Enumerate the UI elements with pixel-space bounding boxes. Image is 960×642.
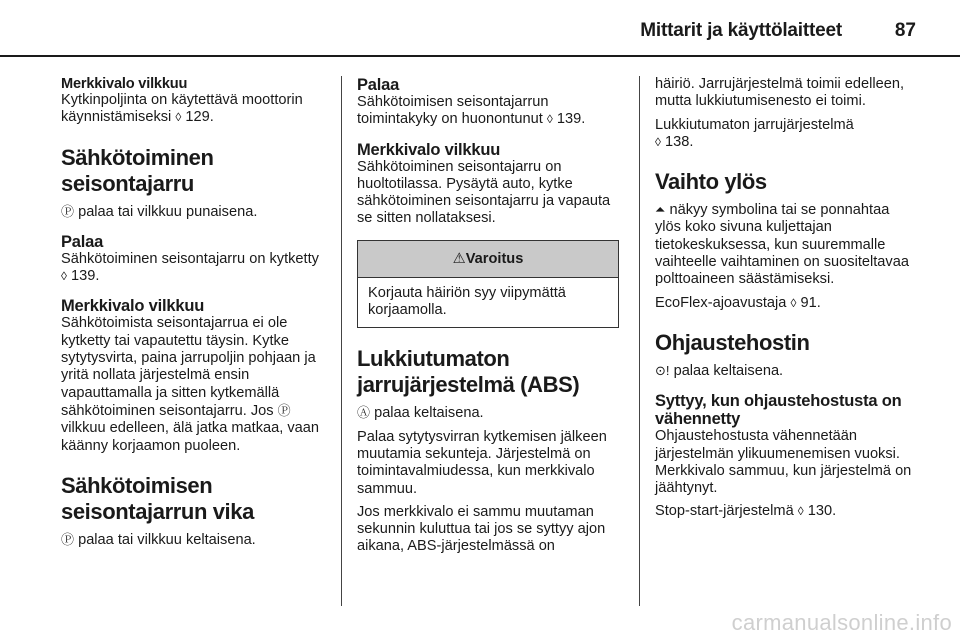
section-heading: Palaa xyxy=(61,232,104,251)
page-header xyxy=(0,0,960,60)
parking-brake-icon: Ⓟ xyxy=(61,203,75,219)
paragraph: Lukkiutumaton jarrujärjestelmä ◊ 138. xyxy=(655,116,854,150)
page-reference[interactable]: 91. xyxy=(800,294,821,311)
paragraph: Kytkinpoljinta on käytettävä moottorin käynnistämiseksi ◊ 129. xyxy=(61,92,303,126)
paragraph: EcoFlex-ajoavustaja ◊ 91. xyxy=(655,294,821,311)
warning-text: Korjauta häiriön syy viipymättä korjaamolla. xyxy=(368,284,566,319)
column-divider-2 xyxy=(639,76,640,606)
reference-arrow-icon: ◊ xyxy=(797,504,804,519)
paragraph: Ⓟ palaa tai vilkkuu punaisena. xyxy=(61,203,258,220)
reference-arrow-icon: ◊ xyxy=(790,295,797,310)
page-reference[interactable]: 139. xyxy=(71,268,100,285)
paragraph: Stop-start-järjestelmä ◊ 130. xyxy=(655,503,837,520)
abs-icon: Ⓐ xyxy=(357,405,371,421)
column-1 xyxy=(61,76,323,549)
paragraph: Jos merkkivalo ei sammu muutaman sekunnin kuluttua tai jos se syttyy ajon aikana, ABS-järjestelmässä on xyxy=(357,503,606,555)
paragraph: Sähkötoiminen seisontajarru on huoltotilassa. Pysäytä auto, kytke sähkötoiminen seisontajarru ja vapauta se sitten nollataksesi. xyxy=(357,158,611,227)
reference-arrow-icon: ◊ xyxy=(655,134,661,149)
column-2 xyxy=(357,76,619,556)
paragraph: Sähkötoimista seisontajarrua ei ole kytketty tai vapautettu täysin. Kytke sytytysvirta, paina jarrupoljin pohjaan ja yritä nollata järjestelmä ensin vapauttamalla ja sitten kytkemällä sähkötoiminen seisontajarru. Jos Ⓟ vilkkuu edelleen, älä jatka matkaa, vaan käänny korjaamon puoleen. xyxy=(61,315,319,454)
page-title: Mittarit ja käyttölaitteet xyxy=(640,20,842,41)
warning-header xyxy=(358,241,618,278)
chapter-heading: Ohjaustehostin xyxy=(655,329,810,355)
paragraph: ⏶ näkyy symbolina tai se ponnahtaa ylös koko sivuna kuljettajan tietokeskuksessa, kun suuremmalle vaihteelle vaihtaminen on suositeltavaa polttoaineen säästämiseksi. xyxy=(655,202,909,288)
warning-title: Varoitus xyxy=(465,250,524,267)
power-steering-icon: ⊙! xyxy=(655,362,670,378)
section-heading: Merkkivalo vilkkuu xyxy=(61,76,188,92)
page-reference[interactable]: 139. xyxy=(556,111,586,128)
column-divider-1 xyxy=(341,76,342,606)
section-heading: Syttyy, kun ohjaustehostusta on vähennetty xyxy=(655,392,902,429)
upshift-icon: ⏶ xyxy=(655,202,666,218)
parking-brake-icon: Ⓟ xyxy=(277,402,291,418)
paragraph: Sähkötoimisen seisontajarrun toimintakyky on huonontunut ◊ 139. xyxy=(357,94,586,128)
page-reference[interactable]: 138. xyxy=(665,133,694,150)
page-reference[interactable]: 129. xyxy=(185,109,214,126)
warning-triangle-icon: ⚠ xyxy=(452,250,466,267)
page-reference[interactable]: 130. xyxy=(807,503,837,520)
warning-box xyxy=(357,240,619,329)
section-heading: Merkkivalo vilkkuu xyxy=(357,140,501,159)
reference-arrow-icon: ◊ xyxy=(546,112,553,127)
paragraph: Sähkötoiminen seisontajarru on kytketty ◊ 139. xyxy=(61,250,319,285)
watermark: carmanualsonline.info xyxy=(731,610,952,635)
section-heading: Palaa xyxy=(357,76,400,94)
paragraph: Ohjaustehostusta vähennetään järjestelmän ylikuumenemisen vuoksi. Merkkivalo sammuu, kun järjestelmä on jäähtynyt. xyxy=(655,428,912,497)
paragraph: Ⓟ palaa tai vilkkuu keltaisena. xyxy=(61,531,256,548)
paragraph: Ⓐ palaa keltaisena. xyxy=(357,405,484,422)
page-number: 87 xyxy=(894,20,916,41)
column-3 xyxy=(655,76,917,521)
paragraph: häiriö. Jarrujärjestelmä toimii edelleen, mutta lukkiutumisenesto ei toimi. xyxy=(655,76,905,110)
chapter-heading: Sähkötoimisen seisontajarrun vika xyxy=(61,472,254,524)
chapter-heading: Vaihto ylös xyxy=(655,169,767,195)
brake-fault-icon: Ⓟ xyxy=(61,531,75,547)
paragraph: Palaa sytytysvirran kytkemisen jälkeen muutamia sekunteja. Järjestelmä on toimintavalmiudessa, kun merkkivalo sammuu. xyxy=(357,428,607,497)
chapter-heading: Sähkötoiminen seisontajarru xyxy=(61,144,214,196)
chapter-heading: Lukkiutumaton jarrujärjestelmä (ABS) xyxy=(357,346,580,398)
reference-arrow-icon: ◊ xyxy=(61,269,67,284)
section-heading: Merkkivalo vilkkuu xyxy=(61,297,205,316)
reference-arrow-icon: ◊ xyxy=(175,110,182,125)
header-divider xyxy=(0,55,960,57)
paragraph: ⊙! palaa keltaisena. xyxy=(655,362,784,379)
